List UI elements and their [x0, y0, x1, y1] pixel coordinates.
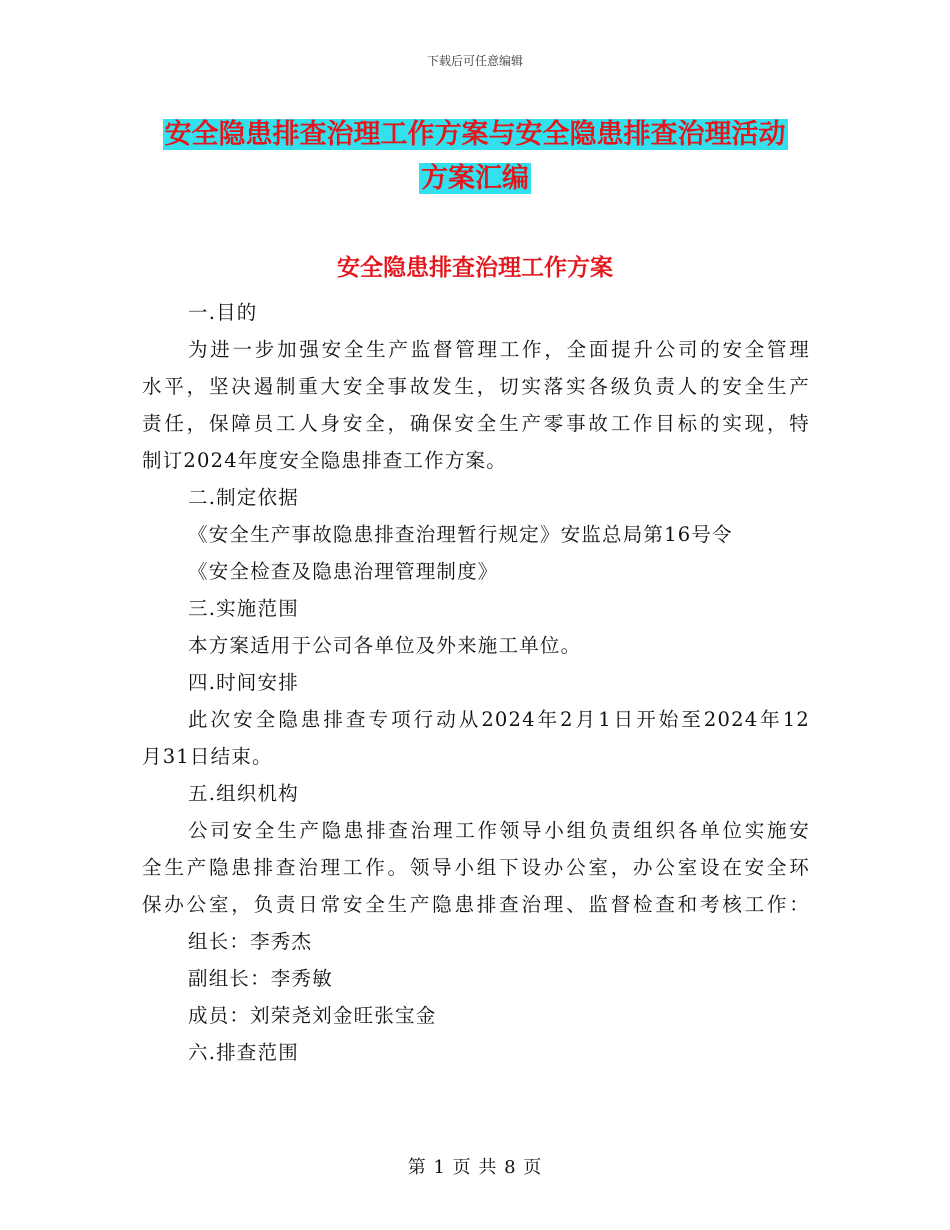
heading-scope: 三.实施范围	[188, 597, 299, 620]
paragraph-line: 制订2024年度安全隐患排查工作方案。	[142, 449, 507, 472]
heading-schedule: 四.时间安排	[188, 671, 299, 694]
paragraph-line: 《安全检查及隐患治理管理制度》	[188, 560, 499, 583]
team-members: 成员：刘荣尧刘金旺张宝金	[188, 1004, 437, 1027]
heading-inspection-scope: 六.排查范围	[188, 1041, 299, 1064]
main-title-line-1: 安全隐患排查治理工作方案与安全隐患排查治理活动	[164, 119, 786, 150]
paragraph-line: 全生产隐患排查治理工作。领导小组下设办公室，办公室设在安全环	[142, 856, 810, 879]
deputy-leader: 副组长：李秀敏	[188, 967, 333, 990]
paragraph-line: 责任，保障员工人身安全，确保安全生产零事故工作目标的实现，特	[142, 412, 810, 435]
team-leader: 组长：李秀杰	[188, 930, 313, 953]
document-body	[142, 294, 810, 1071]
heading-organization: 五.组织机构	[188, 782, 299, 805]
paragraph-line: 为进一步加强安全生产监督管理工作，全面提升公司的安全管理	[188, 338, 810, 361]
paragraph-line: 保办公室，负责日常安全生产隐患排查治理、监督检查和考核工作：	[142, 893, 810, 916]
main-title-line-2: 方案汇编	[421, 163, 529, 194]
header-note: 下载后可任意编辑	[426, 54, 523, 68]
paragraph-line: 月31日结束。	[142, 745, 273, 768]
paragraph-line: 水平，坚决遏制重大安全事故发生，切实落实各级负责人的安全生产	[142, 375, 810, 398]
heading-basis: 二.制定依据	[188, 486, 299, 509]
paragraph-line: 本方案适用于公司各单位及外来施工单位。	[188, 634, 582, 657]
paragraph-line: 公司安全生产隐患排查治理工作领导小组负责组织各单位实施安	[188, 819, 810, 842]
page-footer: 第 1 页 共 8 页	[407, 1157, 543, 1178]
paragraph-line: 此次安全隐患排查专项行动从2024年2月1日开始至2024年12	[188, 708, 810, 731]
heading-purpose: 一.目的	[188, 301, 258, 324]
section-title: 安全隐患排查治理工作方案	[337, 255, 613, 281]
paragraph-line: 《安全生产事故隐患排查治理暂行规定》安监总局第16号令	[188, 523, 733, 546]
